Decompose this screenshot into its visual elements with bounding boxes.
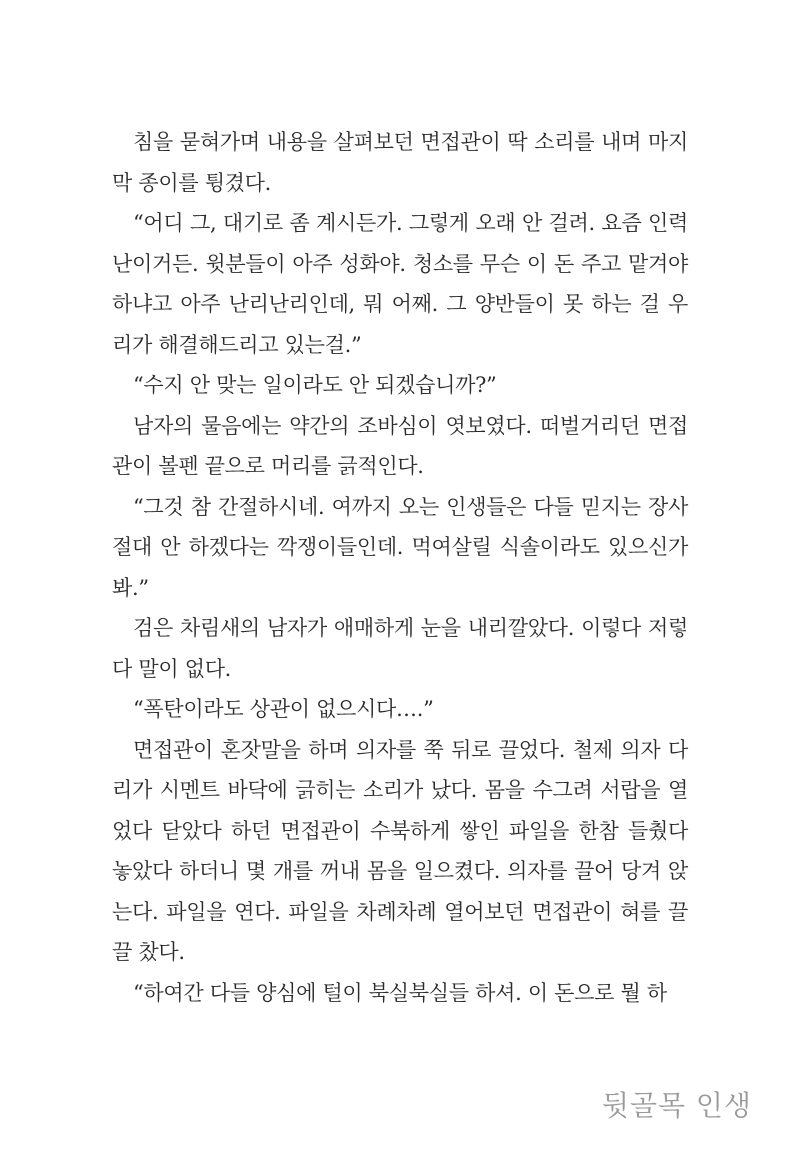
paragraph: 면접관이 혼잣말을 하며 의자를 쭉 뒤로 끌었다. 철제 의자 다리가 시멘트 바닥에 긁히는 소리가 났다. 몸을 수그려 서랍을 열었다 닫았다 하던 면접관이 수북하게 쌓인 파일을 한참 들췄다 놓았다 하더니 몇 개를 꺼내 몸을 일으켰다. 의자를 끌어 당겨 앉는다. 파일을 연다. 파일을 차례차례 열어보던 면접관이 혀를 끌끌 찼다. — [112, 737, 688, 964]
paragraph: “수지 안 맞는 일이라도 안 되겠습니까?” — [133, 373, 497, 397]
paragraph: 남자의 물음에는 약간의 조바심이 엿보였다. 떠벌거리던 면접관이 볼펜 끝으로 머리를 긁적인다. — [112, 413, 688, 478]
running-footer-title: 뒷골목 인생 — [601, 1089, 752, 1122]
paragraph: 검은 차림새의 남자가 애매하게 눈을 내리깔았다. 이렇다 저렇다 말이 없다. — [112, 616, 688, 681]
paragraph: 침을 묻혀가며 내용을 살펴보던 면접관이 딱 소리를 내며 마지막 종이를 튕겼다. — [112, 130, 688, 195]
paragraph: “폭탄이라도 상관이 없으시다….” — [133, 697, 434, 721]
paragraph: “하여간 다들 양심에 털이 북실북실들 하셔. 이 돈으로 뭘 하 — [133, 980, 667, 1005]
page-body — [112, 122, 688, 1013]
paragraph: “그것 참 간절하시네. 여까지 오는 인생들은 다들 믿지는 장사 절대 안 하겠다는 깍쟁이들인데. 먹여살릴 식솔이라도 있으신가봐.” — [112, 494, 688, 600]
paragraph: “어디 그, 대기로 좀 계시든가. 그렇게 오래 안 걸려. 요즘 인력난이거든. 윗분들이 아주 성화야. 청소를 무슨 이 돈 주고 맡겨야 하냐고 아주 난리난리인데, 뭐 어째. 그 양반들이 못 하는 걸 우리가 해결해드리고 있는걸.” — [112, 211, 688, 357]
